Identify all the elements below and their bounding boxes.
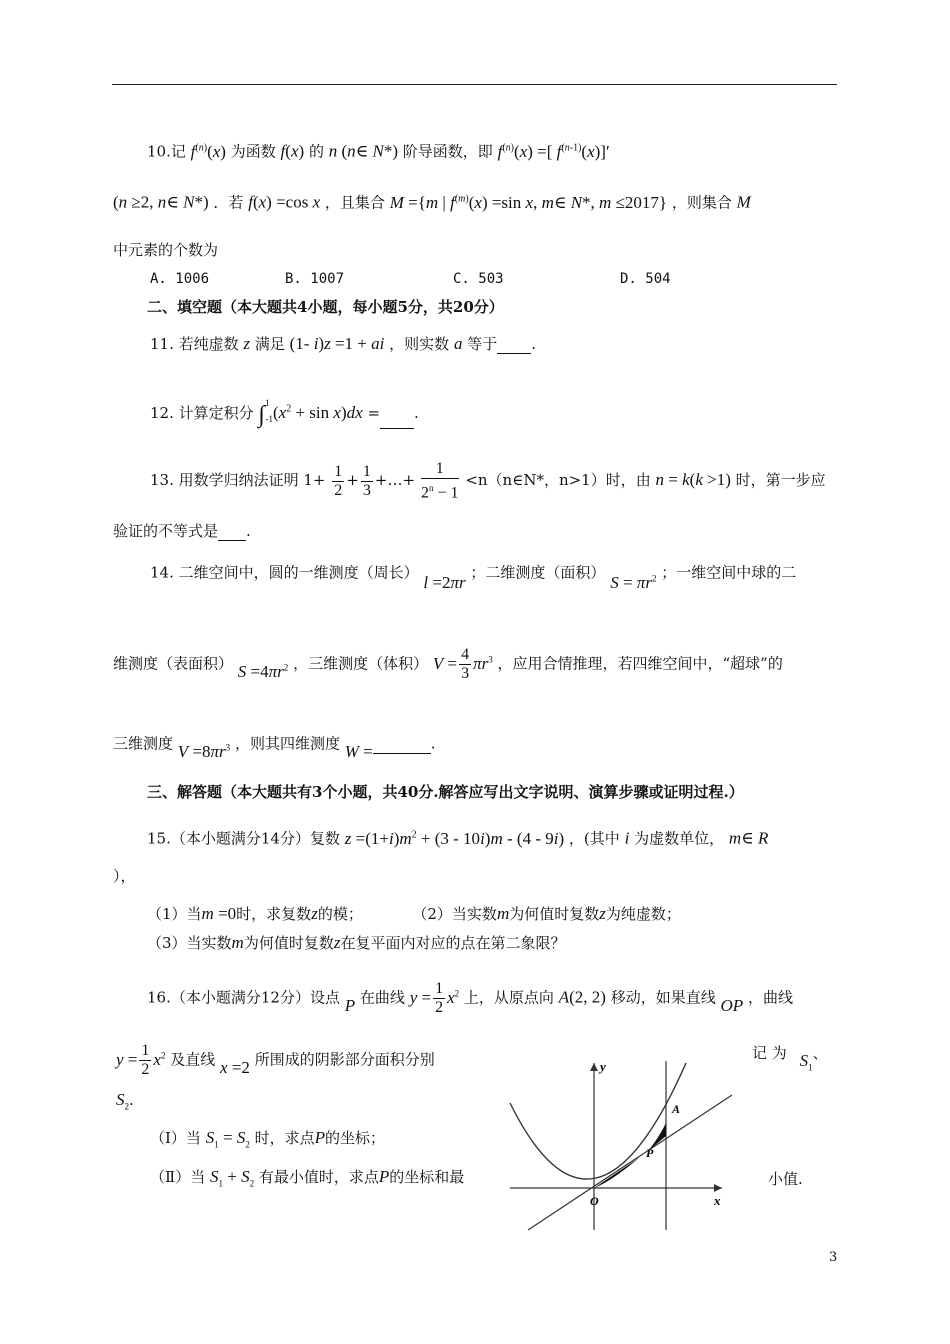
page-number: 3: [829, 1250, 838, 1265]
parabola-curve: [510, 1063, 686, 1179]
label-x: x: [714, 1193, 721, 1208]
shaded-region-s1: [594, 1157, 640, 1188]
label-y: y: [600, 1059, 606, 1074]
q15-sub1-sub2: （1）当m =0时，求复数z的模； （2）当实数m为何值时复数z为纯虚数；: [147, 904, 681, 923]
q13-line2: 验证的不等式是 .: [113, 522, 251, 540]
q15-line2: ），: [113, 867, 136, 885]
q10-line1: 10.记 $f^{(n)}(x)$ 为函数 f(x) 的 n (n∈ N*) 阶导函数，即 $f^{(n)}(x)$ =[ $f^{(n-1)}(x)]'$: [147, 141, 610, 161]
q14-line2: 维测度（表面积） $S =4\pi r^2$ ，三维测度（体积） V = $\frac{4}{3}$ $\pi r^3$ ，应用合情推理，若四维空间中，“超球”的: [113, 646, 783, 683]
q10-option-b: B. 1007: [285, 271, 345, 287]
q15-line1: 15.（本小题满分14分）复数 $z =(1+i)m^2 + (3 - 10i)m - (4 - 9i)$ ，(其中 i 为虚数单位， m∈ R: [147, 828, 769, 848]
q16-line3: $S_2$.: [116, 1090, 134, 1112]
label-a: A: [672, 1102, 681, 1116]
label-o: O: [590, 1194, 599, 1208]
q16-part2: （Ⅱ）当 $S_1 + S_2$ 有最小值时，求点P的坐标和最: [150, 1167, 465, 1189]
q15-sub3: （3）当实数m为何值时复数z在复平面内对应的点在第二象限？: [147, 933, 566, 952]
q14-line3: 三维测度 $V =8\pi r^3$ ，则其四维测度 W = .: [113, 734, 436, 761]
q16-line2: y = $\frac{1}{2}$ $x^2$ 及直线 x =2 所围成的阴影部分面积分别: [116, 1042, 435, 1079]
q10-option-c: C. 503: [453, 271, 504, 287]
q16-part2-tail: 小值.: [768, 1170, 803, 1188]
q10-line2: (n ≥2, n∈ N*) ．若 f(x) =cos x ，且集合 M ={m | $f^{(m)}(x) =\sin$ x, m∈ N*, m ≤2017} ，则集合 M: [113, 192, 751, 212]
q16-part1: （Ⅰ）当 $S_1 = S_2$ 时，求点P的坐标；: [150, 1128, 386, 1150]
q16-figure: [500, 1055, 740, 1235]
section-2-heading: 二、填空题（本大题共4小题，每小题5分，共20分）: [147, 298, 504, 316]
line-op: [528, 1095, 732, 1230]
section-3-heading: 三、解答题（本大题共有3个小题，共40分.解答应写出文字说明、演算步骤或证明过程.）: [147, 783, 744, 801]
label-p: P: [646, 1146, 654, 1160]
q16-line1: 16.（本小题满分12分）设点 P 在曲线 y = $\frac{1}{2}$ $x^2$ 上，从原点向 A(2, 2) 移动，如果直线 OP ，曲线: [147, 980, 793, 1017]
q16-line2-right: 记 为 $S_1$、: [752, 1044, 828, 1073]
y-axis-arrow: [590, 1063, 598, 1071]
header-rule: [112, 84, 837, 85]
q13: 13. 用数学归纳法证明 1+ $\frac{1}{2}$ + $\frac{1}{3}$ +…+ $\frac{1}{2^n - 1}$ <n（n∈N*，n>1）时，由 n = k(k >1) 时，第一步应: [150, 460, 826, 502]
q12: 12. 计算定积分 $\int^1_{-1}(x^2 + \sin x)dx$ = .: [150, 398, 419, 428]
q11: 11. 若纯虚数 z 满足 (1- i)z =1 + ai ，则实数 a 等于 .: [150, 334, 537, 353]
q14-line1: 14. 二维空间中，圆的一维测度（周长） l =2πr ；二维测度（面积） $S = \pi r^2$ ；一维空间中球的二: [150, 563, 797, 592]
x-axis-arrow: [714, 1184, 722, 1192]
q10-line3: 中元素的个数为: [113, 241, 219, 259]
q10-option-a: A. 1006: [150, 271, 210, 287]
q10-option-d: D. 504: [620, 271, 671, 287]
